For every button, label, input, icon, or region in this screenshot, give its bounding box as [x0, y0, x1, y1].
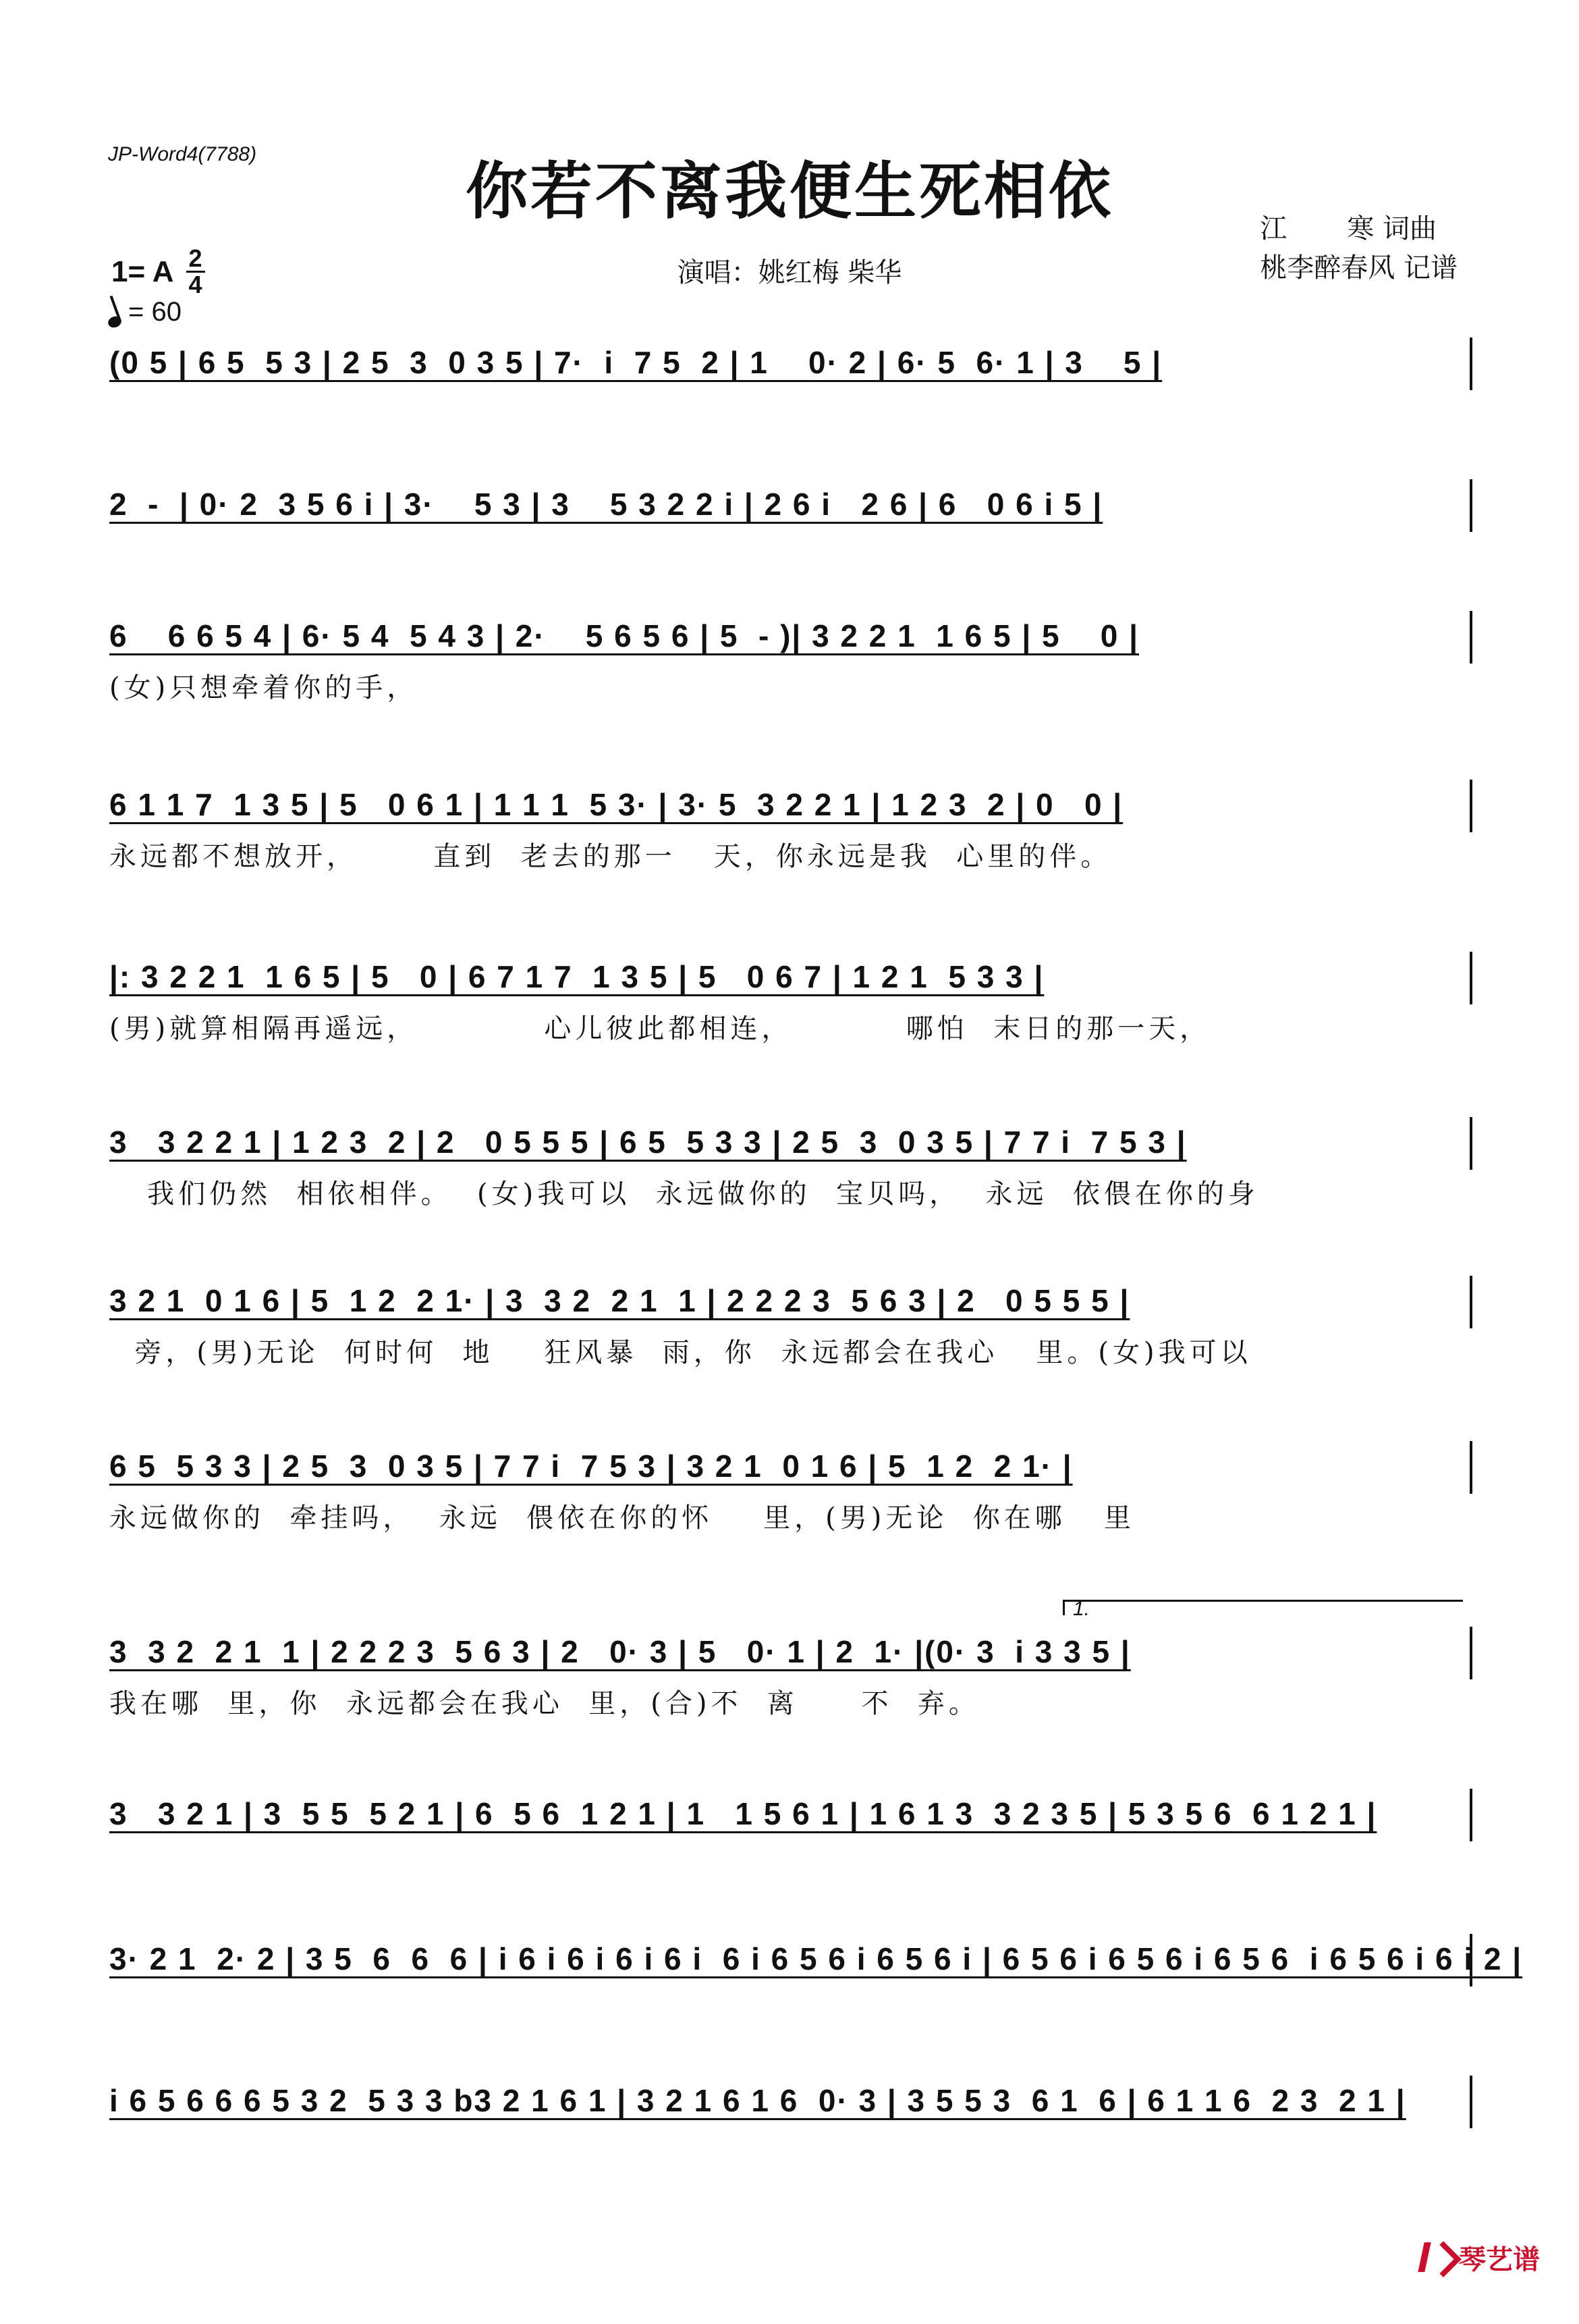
barline [1470, 1276, 1472, 1328]
score-row [109, 1124, 1472, 1210]
logo-text: 琴艺谱 [1459, 2244, 1540, 2275]
page-title: 你若不离我便生死相依 [465, 155, 1113, 227]
barline [1470, 479, 1472, 532]
software-label: JP-Word4(7788) [108, 143, 257, 165]
notation-line: 3 2 1 0 1 6 | 5 1 2 2 1· | 3 3 2 2 1 1 | 2 2 2 3 5 6 3 | 2 0 5 5 5 | [109, 1283, 1130, 1318]
score-row [109, 618, 1472, 703]
key-label: 1= A [111, 254, 174, 288]
score-row [109, 486, 1472, 522]
notation-line: i 6 5 6 6 6 5 3 2 5 3 3 b3 2 1 6 1 | 3 2 1 6 1 6 0· 3 | 3 5 5 3 6 1 6 | 6 1 1 6 2 3 2 1 | [109, 2083, 1406, 2118]
notation-line: |: 3 2 2 1 1 6 5 | 5 0 | 6 7 1 7 1 3 5 | 5 0 6 7 | 1 2 1 5 3 3 | [109, 959, 1045, 994]
notation-line: 6 1 1 7 1 3 5 | 5 0 6 1 | 1 1 1 5 3· | 3· 5 3 2 2 1 | 1 2 3 2 | 0 0 | [109, 787, 1124, 822]
key-signature [111, 246, 205, 297]
barline [1470, 952, 1472, 1004]
quarter-note-icon [107, 315, 123, 329]
score-row [109, 344, 1472, 381]
singer-line: 演唱：姚红梅 柴华 [677, 257, 902, 288]
score-row [109, 958, 1472, 1044]
time-bottom: 4 [188, 271, 202, 298]
volta-bracket [1063, 1598, 1463, 1620]
barline [1470, 780, 1472, 832]
barline [1470, 337, 1472, 390]
notation-line: 2 - | 0· 2 3 5 6 i | 3· 5 3 | 3 5 3 2 2 i | 2 6 i 2 6 | 6 0 6 i 5 | [109, 487, 1103, 522]
lyrics-line: 旁，(男)无论 何时何 地 狂风暴 雨，你 永远都会在我心 里。(女)我可以 [109, 1337, 1252, 1368]
tempo-marking [108, 297, 182, 327]
barline [1470, 1117, 1472, 1170]
transcriber: 桃李醉春风 记谱 [1260, 252, 1458, 283]
barline [1470, 1627, 1472, 1679]
notation-line: 3 3 2 2 1 | 1 2 3 2 | 2 0 5 5 5 | 6 5 5 3 3 | 2 5 3 0 3 5 | 7 7 i 7 5 3 | [109, 1125, 1187, 1160]
logo-mark-icon [1417, 2240, 1453, 2276]
score-row [109, 1282, 1472, 1368]
lyrics-line: 永远都不想放开， 直到 老去的那一 天，你永远是我 心里的伴。 [109, 841, 1112, 872]
score-row [109, 1941, 1523, 1977]
lyrics-line: 我们仍然 相依相伴。 (女)我可以 永远做你的 宝贝吗， 永远 依偎在你的身 [109, 1179, 1259, 1210]
barline [1470, 1934, 1472, 1987]
notation-line: (0 5 | 6 5 5 3 | 2 5 3 0 3 5 | 7· i 7 5 2 | 1 0· 2 | 6· 5 6· 1 | 3 5 | [109, 345, 1163, 380]
notation-line: 6 6 6 5 4 | 6· 5 4 5 4 3 | 2· 5 6 5 6 | 5 - )| 3 2 2 1 1 6 5 | 5 0 | [109, 618, 1139, 653]
volta-label: 1. [1073, 1598, 1090, 1620]
score-row [109, 1795, 1472, 1832]
score-row [109, 1448, 1472, 1534]
time-signature [186, 246, 205, 297]
barline [1470, 2076, 1472, 2128]
notation-line: 3 3 2 2 1 1 | 2 2 2 3 5 6 3 | 2 0· 3 | 5 0· 1 | 2 1· |(0· 3 i 3 3 5 | [109, 1634, 1131, 1669]
barline [1470, 611, 1472, 664]
lyricist-composer: 江 寒 词曲 [1260, 213, 1437, 244]
barline [1470, 1789, 1472, 1841]
score-row [109, 786, 1472, 872]
tempo-value: = 60 [128, 297, 182, 327]
notation-line: 3 3 2 1 | 3 5 5 5 2 1 | 6 5 6 1 2 1 | 1 1 5 6 1 | 1 6 1 3 3 2 3 5 | 5 3 5 6 6 1 2 1 | [109, 1796, 1377, 1831]
barline [1470, 1441, 1472, 1494]
score-row [109, 2082, 1472, 2119]
score-row [109, 1633, 1472, 1719]
notation-line: 3· 2 1 2· 2 | 3 5 6 6 6 | i 6 i 6 i 6 i 6 i 6 i 6 5 6 i 6 5 6 i | 6 5 6 i 6 5 6 i 6 5 6 i 6 5 6 i 6 i 2 | [109, 1941, 1523, 1976]
lyrics-line: (男)就算相隔再遥远， 心儿彼此都相连， 哪怕 末日的那一天， [109, 1013, 1211, 1044]
lyrics-line: (女)只想牵着你的手， [109, 672, 418, 703]
time-top: 2 [186, 246, 205, 273]
notation-line: 6 5 5 3 3 | 2 5 3 0 3 5 | 7 7 i 7 5 3 | 3 2 1 0 1 6 | 5 1 2 2 1· | [109, 1449, 1073, 1484]
lyrics-line: 我在哪 里，你 永远都会在我心 里，(合)不 离 不 弃。 [109, 1688, 980, 1719]
site-logo [1417, 2238, 1540, 2277]
lyrics-line: 永远做你的 牵挂吗， 永远 偎依在你的怀 里，(男)无论 你在哪 里 [109, 1503, 1135, 1534]
